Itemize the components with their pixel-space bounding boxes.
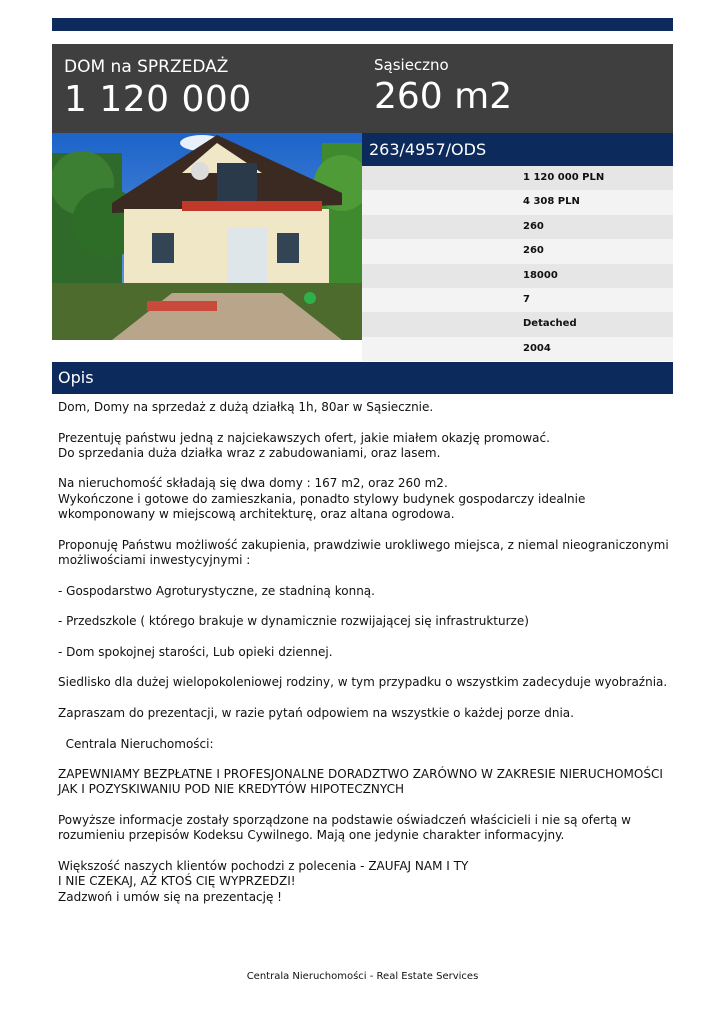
desc-paragraph: Zapraszam do prezentacji, w razie pytań odpowiem na wszystkie o każdej porze dnia.	[58, 705, 574, 720]
price-block	[64, 56, 252, 122]
desc-paragraph: Prezentuję państwu jedną z najciekawszych ofert, jakie miałem okazję promować. Do sprzedania duża działka wraz z zabudowaniami, oraz lasem.	[58, 430, 550, 460]
property-type: DOM na SPRZEDAŻ	[64, 57, 229, 77]
param-value-3: 260	[362, 215, 673, 239]
param-value-5: 18000	[362, 264, 673, 288]
param-value-4: 260	[362, 239, 673, 263]
agency-name-line: Centrala Nieruchomości:	[58, 736, 214, 751]
param-value-6: 7	[362, 288, 673, 312]
desc-paragraph: Większość naszych klientów pochodzi z polecenia - ZAUFAJ NAM I TY I NIE CZEKAJ, AŻ KTOŚ CIĘ WYPRZEDZI! Zadzwoń i umów się na prezentację !	[58, 858, 469, 904]
location-block	[374, 56, 512, 119]
parameters-table	[362, 166, 673, 361]
desc-paragraph: Dom, Domy na sprzedaż z dużą działką 1h, 80ar w Sąsiecznie.	[58, 400, 434, 414]
description-heading: Opis	[52, 362, 673, 394]
desc-paragraph: - Dom spokojnej starości, Lub opieki dziennej.	[58, 644, 333, 659]
reference-number: 263/4957/ODS	[362, 133, 673, 166]
desc-paragraph: Proponuję Państwu możliwość zakupienia, prawdziwie urokliwego miejsca, z niemal nieograniczonymi możliwościami inwestycyjnymi :	[58, 537, 669, 567]
listing-header	[52, 44, 673, 133]
desc-paragraph: Powyższe informacje zostały sporządzone na podstawie oświadczeń właścicieli i nie są ofertą w rozumieniu przepisów Kodeksu Cywilnego. Mają one jedynie charakter informacyjny.	[58, 813, 631, 843]
page-footer: Centrala Nieruchomości - Real Estate Services	[246, 971, 479, 982]
property-area: 260 m2	[374, 76, 513, 117]
param-price-per-m2-value: 4 308 PLN	[362, 190, 673, 214]
property-photo	[52, 133, 362, 340]
desc-paragraph: Na nieruchomość składają się dwa domy : 167 m2, oraz 260 m2. Wykończone i gotowe do zamieszkania, ponadto stylowy budynek gospodarczy idealnie wkomponowany w miejscową architekturę, oraz altana ogrodowa.	[58, 476, 586, 522]
param-price-value: 1 120 000 PLN	[362, 166, 673, 190]
param-value-8: 2004	[362, 337, 673, 361]
property-city: Sąsieczno	[374, 56, 449, 74]
param-value-7: Detached	[362, 312, 673, 336]
desc-paragraph: - Gospodarstwo Agroturystyczne, ze stadniną konną.	[58, 583, 375, 598]
desc-paragraph: Siedlisko dla dużej wielopokoleniowej rodziny, w tym przypadku o wszystkim zadecyduje wyobraźnia.	[58, 675, 668, 690]
property-price: 1 120 000	[64, 79, 252, 120]
description-body	[58, 400, 670, 920]
desc-paragraph: - Przedszkole ( którego brakuje w dynamicznie rozwijającej się infrastrukturze)	[58, 614, 529, 629]
top-accent-bar	[52, 18, 673, 31]
desc-paragraph: ZAPEWNIAMY BEZPŁATNE I PROFESJONALNE DORADZTWO ZARÓWNO W ZAKRESIE NIERUCHOMOŚCI JAK I POZYSKIWANIU POD NIE KREDYTÓW HIPOTECZNYCH	[58, 767, 663, 797]
